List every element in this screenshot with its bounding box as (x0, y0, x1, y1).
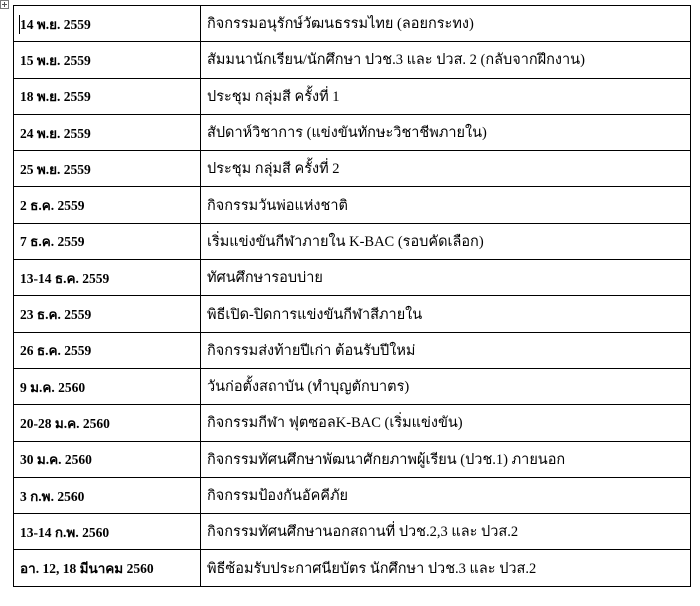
table-row (14, 550, 691, 586)
table-row (14, 514, 691, 550)
activity-cell[interactable]: กิจกรรมวันพ่อแห่งชาติ (201, 187, 691, 223)
table-row (14, 260, 691, 296)
table-row (14, 477, 691, 513)
date-cell[interactable]: 15 พ.ย. 2559 (14, 42, 201, 78)
date-cell[interactable]: 2 ธ.ค. 2559 (14, 187, 201, 223)
activity-cell[interactable]: ประชุม กลุ่มสี ครั้งที่ 1 (201, 78, 691, 114)
table-row (14, 78, 691, 114)
date-cell[interactable]: 18 พ.ย. 2559 (14, 78, 201, 114)
activity-schedule-table (13, 5, 691, 587)
date-cell[interactable]: 7 ธ.ค. 2559 (14, 223, 201, 259)
date-cell[interactable]: 14 พ.ย. 2559 (14, 6, 201, 42)
table-row (14, 405, 691, 441)
table-row (14, 151, 691, 187)
activity-cell[interactable]: วันก่อตั้งสถาบัน (ทำบุญตักบาตร) (201, 368, 691, 404)
activity-cell[interactable]: กิจกรรมป้องกันอัคคีภัย (201, 477, 691, 513)
table-row (14, 368, 691, 404)
date-cell[interactable]: 24 พ.ย. 2559 (14, 114, 201, 150)
date-cell[interactable]: 25 พ.ย. 2559 (14, 151, 201, 187)
activity-cell[interactable]: กิจกรรมอนุรักษ์วัฒนธรรมไทย (ลอยกระทง) (201, 6, 691, 42)
date-cell[interactable]: 20-28 ม.ค. 2560 (14, 405, 201, 441)
table-row (14, 42, 691, 78)
activity-cell[interactable]: สัปดาห์วิชาการ (แข่งขันทักษะวิชาชีพภายใน) (201, 114, 691, 150)
date-cell[interactable]: 3 ก.พ. 2560 (14, 477, 201, 513)
activity-cell[interactable]: พิธีเปิด-ปิดการแข่งขันกีฬาสีภายใน (201, 296, 691, 332)
text-cursor (19, 15, 20, 34)
date-cell[interactable]: 13-14 ธ.ค. 2559 (14, 260, 201, 296)
activity-cell[interactable]: พิธีซ้อมรับประกาศนียบัตร นักศึกษา ปวช.3 และ ปวส.2 (201, 550, 691, 586)
activity-cell[interactable]: กิจกรรมทัศนศึกษานอกสถานที่ ปวช.2,3 และ ปวส.2 (201, 514, 691, 550)
table-row (14, 187, 691, 223)
date-cell[interactable]: อา. 12, 18 มีนาคม 2560 (14, 550, 201, 586)
table-move-handle[interactable] (0, 0, 9, 9)
table-row (14, 114, 691, 150)
date-cell[interactable]: 13-14 ก.พ. 2560 (14, 514, 201, 550)
table-row (14, 296, 691, 332)
date-cell[interactable]: 23 ธ.ค. 2559 (14, 296, 201, 332)
activity-cell[interactable]: ประชุม กลุ่มสี ครั้งที่ 2 (201, 151, 691, 187)
table-row (14, 6, 691, 42)
activity-cell[interactable]: กิจกรรมกีฬา ฟุตซอลK-BAC (เริ่มแข่งขัน) (201, 405, 691, 441)
date-cell[interactable]: 26 ธ.ค. 2559 (14, 332, 201, 368)
activity-cell[interactable]: สัมมนานักเรียน/นักศึกษา ปวช.3 และ ปวส. 2 (กลับจากฝึกงาน) (201, 42, 691, 78)
table-row (14, 223, 691, 259)
activity-cell[interactable]: เริ่มแข่งขันกีฬาภายใน K-BAC (รอบคัดเลือก) (201, 223, 691, 259)
date-cell[interactable]: 9 ม.ค. 2560 (14, 368, 201, 404)
activity-cell[interactable]: กิจกรรมทัศนศึกษาพัฒนาศักยภาพผู้เรียน (ปวช.1) ภายนอก (201, 441, 691, 477)
activity-cell[interactable]: ทัศนศึกษารอบบ่าย (201, 260, 691, 296)
activity-cell[interactable]: กิจกรรมส่งท้ายปีเก่า ต้อนรับปีใหม่ (201, 332, 691, 368)
date-cell[interactable]: 30 ม.ค. 2560 (14, 441, 201, 477)
table-row (14, 332, 691, 368)
table-row (14, 441, 691, 477)
